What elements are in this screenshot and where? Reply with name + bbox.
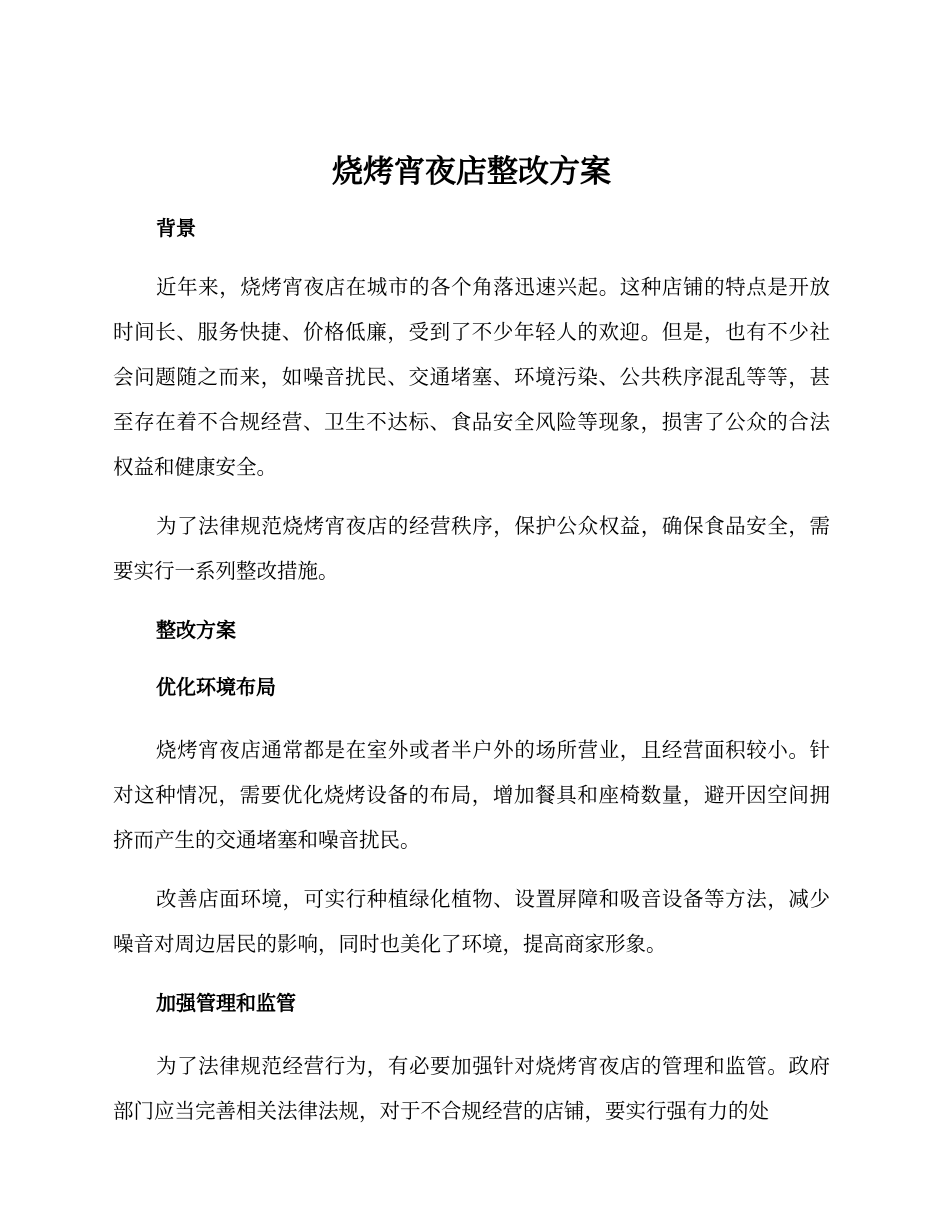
section-heading-background: 背景 [156,216,196,240]
paragraph-environment-2: 改善店面环境，可实行种植绿化植物、设置屏障和吸音设备等方法，减少噪音对周边居民的影响，同时也美化了环境，提高商家形象。 [113,887,830,956]
section-heading-management: 加强管理和监管 [156,991,296,1015]
section-heading-environment: 优化环境布局 [156,675,276,699]
paragraph-management-1: 为了法律规范经营行为，有必要加强针对烧烤宵夜店的管理和监管。政府部门应当完善相关法律法规，对于不合规经营的店铺，要实行强有力的处 [113,1054,830,1123]
section-heading-plan: 整改方案 [156,618,236,642]
paragraph-background-2: 为了法律规范烧烤宵夜店的经营秩序，保护公众权益，确保食品安全，需要实行一系列整改措施。 [113,514,830,583]
document-title: 烧烤宵夜店整改方案 [332,154,611,190]
paragraph-background-1: 近年来，烧烤宵夜店在城市的各个角落迅速兴起。这种店铺的特点是开放时间长、服务快捷、价格低廉，受到了不少年轻人的欢迎。但是，也有不少社会问题随之而来，如噪音扰民、交通堵塞、环境污染、公共秩序混乱等等，甚至存在着不合规经营、卫生不达标、食品安全风险等现象，损害了公众的合法权益和健康安全。 [113,275,830,479]
paragraph-environment-1: 烧烤宵夜店通常都是在室外或者半户外的场所营业，且经营面积较小。针对这种情况，需要优化烧烤设备的布局，增加餐具和座椅数量，避开因空间拥挤而产生的交通堵塞和噪音扰民。 [113,738,830,852]
